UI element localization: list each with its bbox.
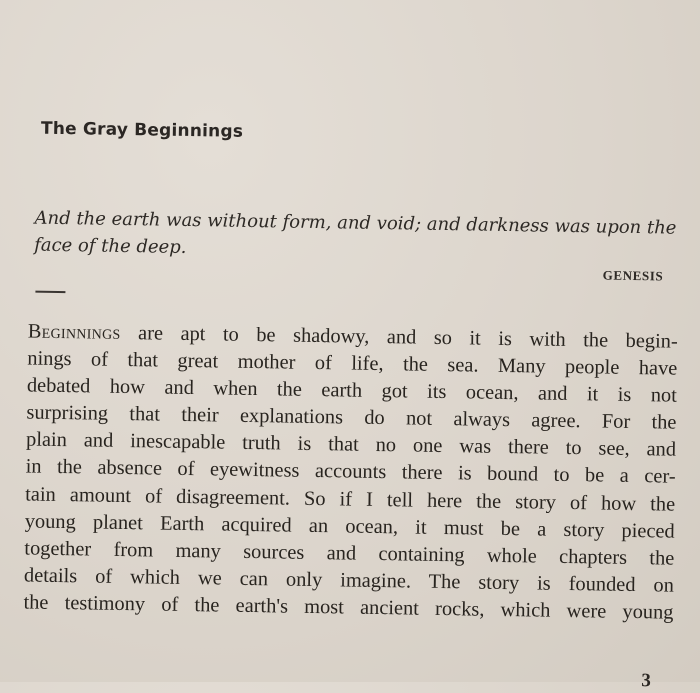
text-line: tain amount of disagreement. So if I tell here the story of how the [25,483,676,516]
text-line: young planet Earth acquired an ocean, it must be a story pieced [24,510,675,543]
text-line: details of which we can only imagine. The story is founded on [23,564,675,597]
epigraph-quote: And the earth was without form, and void; and darkness was upon the face of the deep. [33,207,677,258]
text-line: surprising that their explanations do not always agree. For the [26,401,677,434]
text-line-content: are apt to be shadowy, and so it is with the begin- [120,321,678,353]
section-divider [35,291,65,293]
text-line: plain and inescapable truth is that no one was there to see, and [25,428,677,462]
page-number: 3 [641,670,652,692]
text-line: nings of that great mother of life, the sea. Many people have [27,347,678,380]
text-line: debated how and when the earth got its ocean, and it is not [26,374,678,407]
epigraph-source: GENESIS [602,267,664,284]
chapter-title: The Gray Beginnings [40,118,244,142]
text-line: the testimony of the earth's most ancient rocks, which were young [23,591,674,624]
body-paragraph [23,318,678,626]
text-line: in the absence of eyewitness accounts there is bound to be a cer- [25,455,676,489]
text-line: together from many sources and containing whole chapters the [24,537,675,570]
lead-word: Beginnings [27,320,121,344]
